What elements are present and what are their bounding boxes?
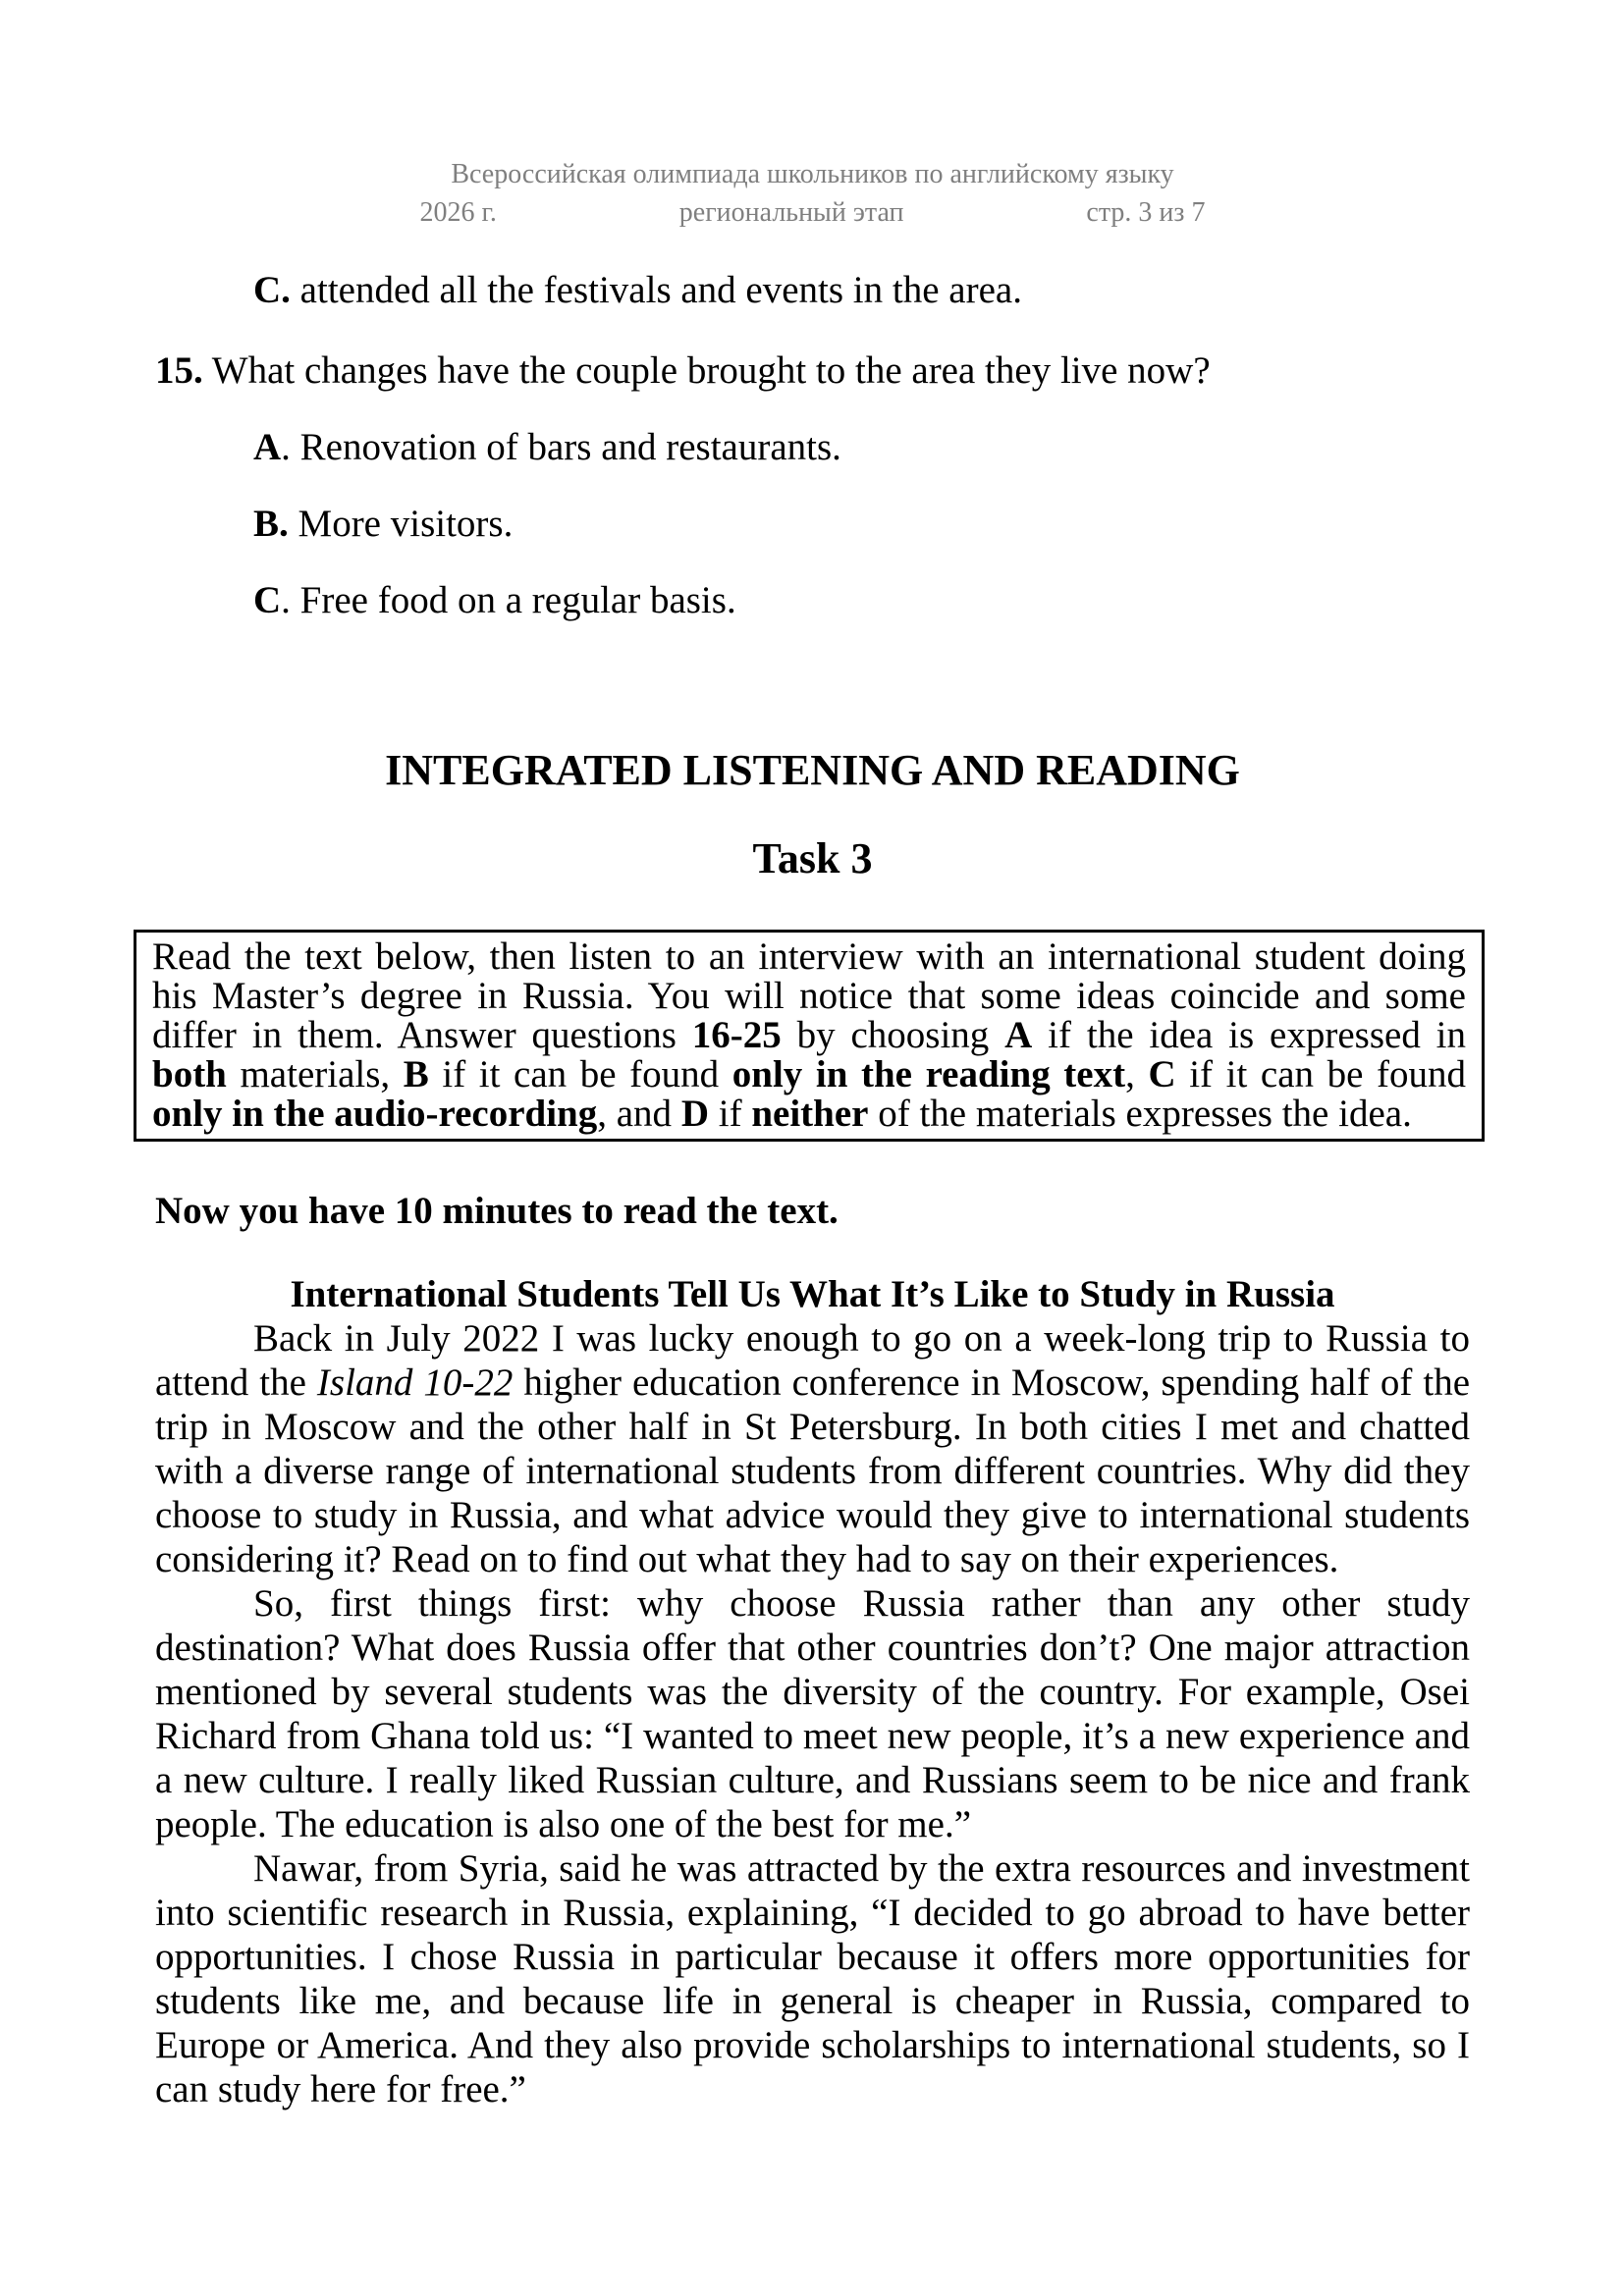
header-meta-row <box>420 193 1206 232</box>
reading-paragraph-1: Back in July 2022 I was lucky enough to go on a week-long trip to Russia to attend the Island 10-22 higher education conference in Moscow, spending half of the trip in Moscow and the other half in St Petersburg. In both cities I met and chatted with a diverse range of international students from different countries. Why did they choose to study in Russia, and what advice would they give to international students considering it? Read on to find out what they had to say on their experiences. <box>155 1317 1471 1580</box>
question14-option-c: C. attended all the festivals and events in the area. <box>253 269 1022 311</box>
question-15-prompt: 15. What changes have the couple brought to the area they live now? <box>155 349 1211 392</box>
reading-paragraph-3: Nawar, from Syria, said he was attracted by the extra resources and investment into scientific research in Russia, explaining, “I decided to go abroad to have better opportunities. I chose Russia in particular because it offers more opportunities for students like me, and because life in general is cheaper in Russia, compared to Europe or America. And they also provide scholarships to international students, so I can study here for free.” <box>155 1847 1470 2110</box>
reading-time-note: Now you have 10 minutes to read the text. <box>155 1190 839 1232</box>
question15-option-c: C. Free food on a regular basis. <box>253 579 736 621</box>
page-number: стр. 3 из 7 <box>1086 197 1206 228</box>
reading-paragraph-2: So, first things first: why choose Russia rather than any other study destination? What does Russia offer that other countries don’t? One major attraction mentioned by several students was the diversity of the country. For example, Osei Richard from Ghana told us: “I wanted to meet new people, it’s a new experience and a new culture. I really liked Russian culture, and Russians seem to be nice and frank people. The education is also one of the best for me.” <box>155 1582 1470 1845</box>
reading-text-title: International Students Tell Us What It’s Like to Study in Russia <box>290 1273 1335 1315</box>
question15-option-a: A. Renovation of bars and restaurants. <box>253 426 841 468</box>
olympiad-stage: региональный этап <box>678 197 904 228</box>
task-instructions-box: Read the text below, then listen to an interview with an international student doing his Master’s degree in Russia. You will notice that some ideas coincide and some differ in them. Answer questions 16-25 by choosing A if the idea is expressed in both materials, B if it can be found only in the reading text, C if it can be found only in the audio-recording, and D if neither of the materials expresses the idea. <box>134 930 1485 1142</box>
olympiad-year: 2026 г. <box>419 197 497 228</box>
question15-option-b: B. More visitors. <box>253 503 514 545</box>
task-heading: Task 3 <box>752 834 873 882</box>
page-header <box>155 155 1470 232</box>
olympiad-title: Всероссийская олимпиада школьников по английскому языку <box>451 159 1174 189</box>
section-heading: INTEGRATED LISTENING AND READING <box>385 746 1240 794</box>
